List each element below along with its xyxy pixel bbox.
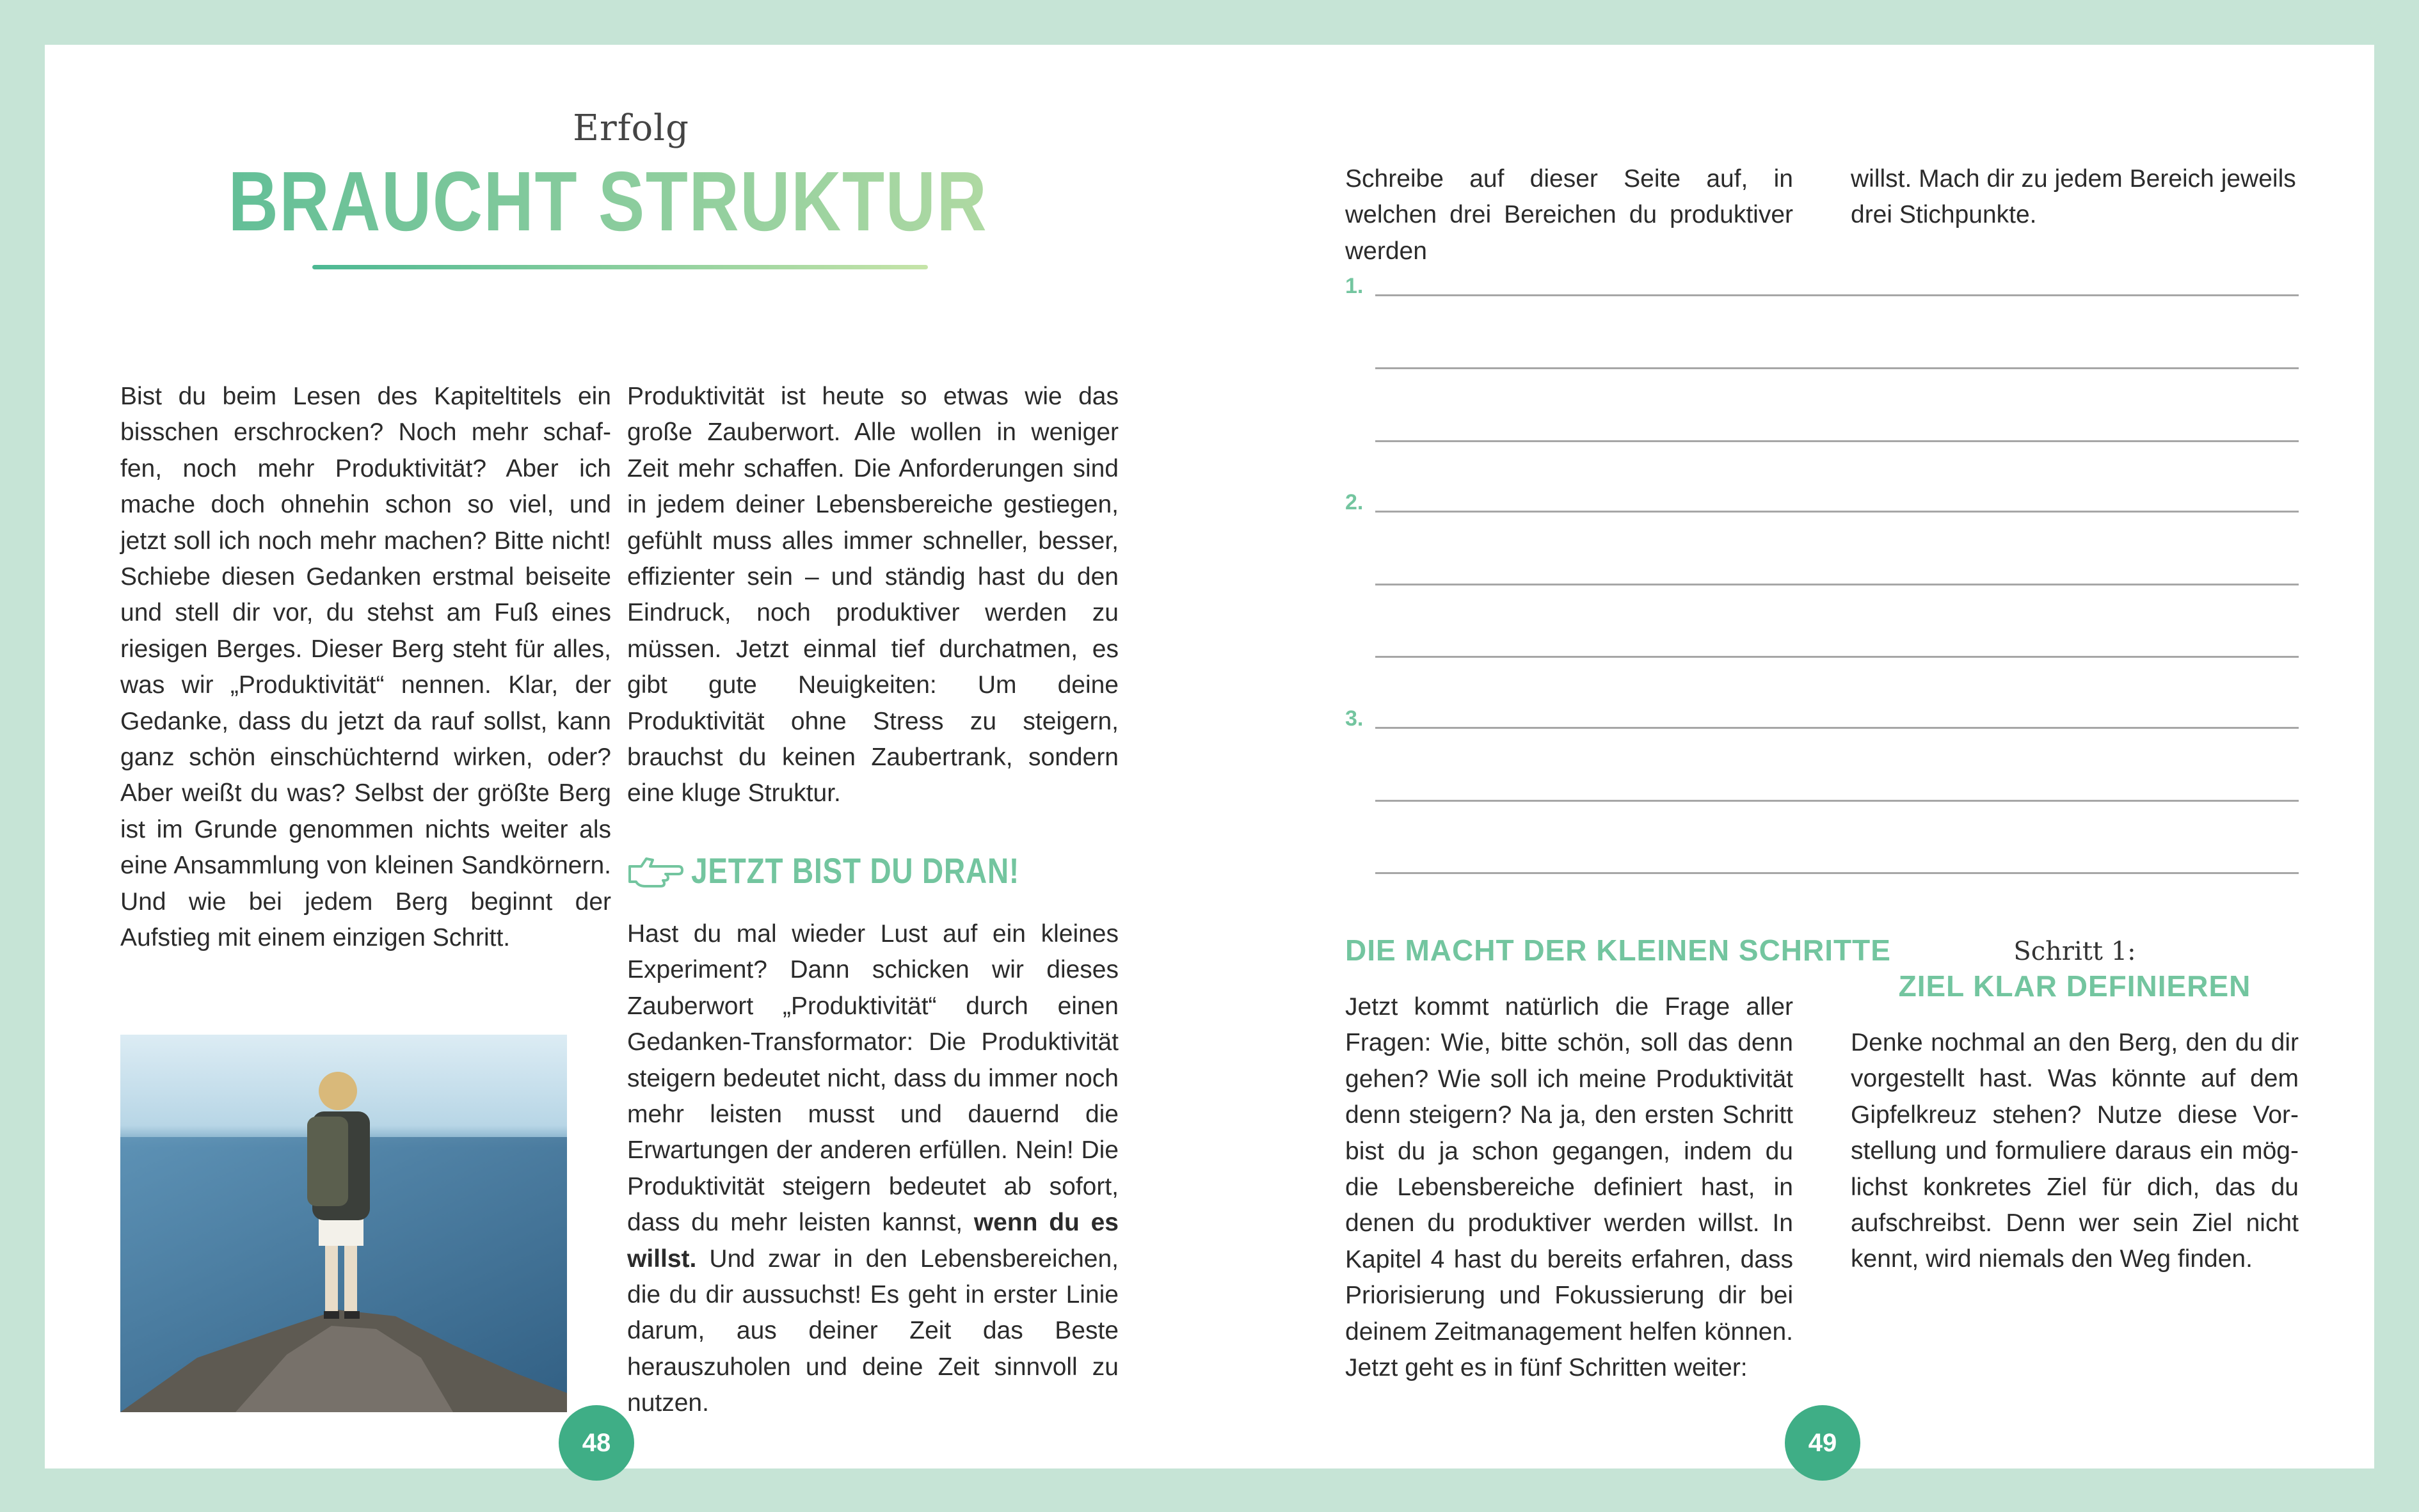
list-number-3: 3.	[1345, 706, 1364, 731]
right-col1-text: Jetzt kommt natürlich die Frage aller Fragen: Wie, bitte schön, soll das denn gehen? Wie soll ich meine Produktivität denn steigern? Na ja, den ersten Schritt bist du ja schon gegangen, indem du die Lebensbereiche definiert hast, in denen du produktiver werden willst. In Kapitel 4 hast du bereits erfahren, dass Priorisierung und Fokussierung dir bei deinem Zeitmanagement helfen können. Jetzt geht es in fünf Schritten weiter:	[1345, 993, 1793, 1382]
page-number-left: 48	[559, 1405, 634, 1481]
photo-hiker-on-rock	[120, 1035, 567, 1412]
left-page	[45, 45, 1217, 1468]
title-big: BRAUCHT STRUKTUR	[146, 157, 1069, 246]
writing-line[interactable]	[1375, 584, 2299, 585]
section-head-jetzt-bist-du-dran: JETZT BIST DU DRAN!	[691, 850, 1020, 891]
writing-line[interactable]	[1375, 727, 2299, 729]
writing-line[interactable]	[1375, 800, 2299, 802]
right-intro-col2: willst. Mach dir zu jedem Bereich jeweils drei Stichpunkte.	[1851, 165, 2296, 229]
writing-line[interactable]	[1375, 440, 2299, 442]
list-number-2: 2.	[1345, 490, 1364, 514]
title-underline	[312, 265, 928, 269]
section-head-macht-der-kleinen-schritte: DIE MACHT DER KLEINEN SCHRITTE	[1345, 934, 1891, 967]
writing-line[interactable]	[1375, 656, 2299, 658]
writing-line[interactable]	[1375, 367, 2299, 369]
left-col2-text: Produktivität ist heute so etwas wie das große Zauberwort. Alle wollen in weniger Zeit mehr schaffen. Die Anforderungen sind in jedem deiner Lebensbereiche gestiegen, gefühlt muss alles immer schneller, besser, effizienter sein – und ständig hast du den Eindruck, noch produktiver werden zu müssen. Jetzt einmal tief durchatmen, es gibt gute Neuigkeiten: Um deine Produktivität ohne Stress zu steigern, brauchst du keinen Zaubertrank, sondern eine kluge Struktur.	[627, 383, 1119, 808]
title-small: Erfolg	[573, 107, 689, 149]
col2-text2-before: Hast du mal wieder Lust auf ein kleines Experiment? Dann schicken wir dieses Zauberwort „Produktivität“ durch einen Gedanken-Transformator: Die Produktivität steigern bedeutet nicht, dass du immer noch mehr leisten musst und dauernd die Erwartungen der anderen erfüllen. Nein! Die Produktivität steigern bedeutet ab sofort, dass du mehr leisten kannst,	[627, 920, 1119, 1237]
right-col2-text: Denke nochmal an den Berg, den du dir vorgestellt hast. Was könnte auf dem Gipfelkreuz stehen? Nutze diese Vorstellung und formuliere daraus ein möglichst konkretes Ziel für dich, das du aufschreibst. Denn wer sein Ziel nicht kennt, wird niemals den Weg finden.	[1851, 1029, 2299, 1273]
step-label: Schritt 1:	[2013, 937, 2136, 966]
col2-text2-bold: wenn du es willst.	[627, 1209, 1119, 1273]
page-number-right: 49	[1785, 1405, 1860, 1481]
col2-text2-after: Und zwar in den Lebensbereichen, die du dir aussuchst! Es geht in erster Linie darum, aus deiner Zeit das Beste herauszuholen und deine Zeit sinnvoll zu nutzen.	[627, 1245, 1119, 1417]
right-page	[1217, 45, 2374, 1468]
writing-line[interactable]	[1375, 511, 2299, 513]
writing-line[interactable]	[1375, 872, 2299, 874]
right-intro-col1: Schreibe auf dieser Seite auf, in welchen drei Bereichen du produktiver werden	[1345, 165, 1793, 265]
step-head-ziel-klar-definieren: ZIEL KLAR DEFINIEREN	[1898, 969, 2251, 1003]
pointing-hand-icon	[627, 852, 685, 891]
left-col1-text: Bist du beim Lesen des Kapiteltitels ein bisschen erschrocken? Noch mehr schaffen, noch mehr Produktivität? Aber ich mache doch ohnehin schon so viel, und jetzt soll ich noch mehr machen? Bitte nicht! Schiebe diesen Gedanken erstmal beiseite und stell dir vor, du stehst am Fuß eines riesigen Berges. Dieser Berg steht für alles, was wir „Produktivität“ nennen. Klar, der Gedanke, dass du jetzt da rauf sollst, kann ganz schön einschüchternd wirken, oder? Aber weißt du was? Selbst der größte Berg ist im Grunde genommen nichts weiter als eine Ansammlung von kleinen Sandkörnern. Und wie bei jedem Berg beginnt der Aufstieg mit einem einzigen Schritt.	[120, 383, 611, 952]
list-number-1: 1.	[1345, 274, 1364, 298]
writing-line[interactable]	[1375, 294, 2299, 296]
left-col2-text2	[627, 916, 1119, 1422]
